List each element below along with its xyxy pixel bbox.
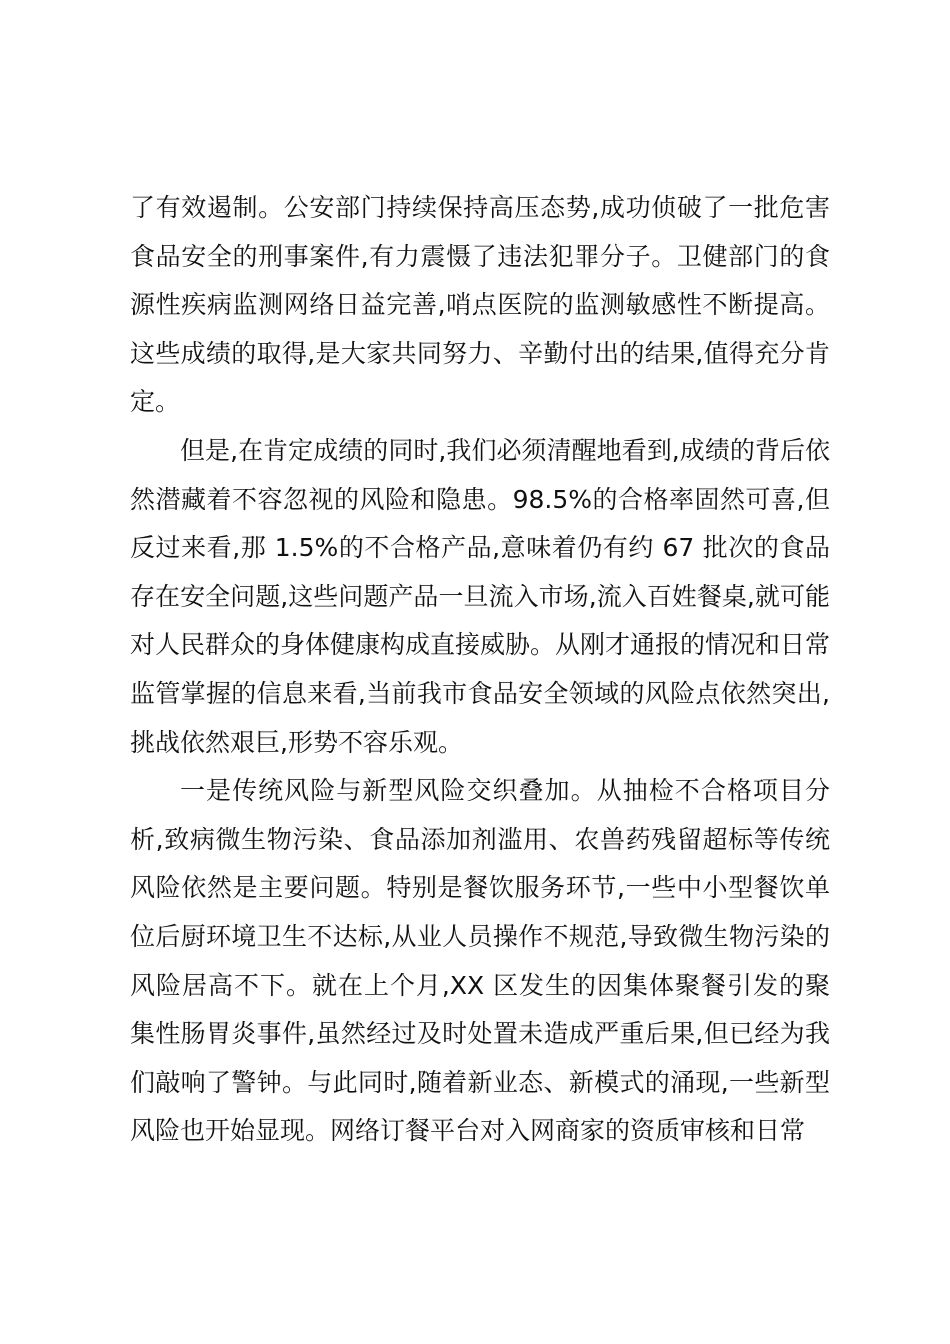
document-body — [130, 184, 830, 1156]
paragraph-continuation: 了有效遏制。公安部门持续保持高压态势,成功侦破了一批危害食品安全的刑事案件,有力震慑了违法犯罪分子。卫健部门的食源性疾病监测网络日益完善,哨点医院的监测敏感性不断提高。这些成绩的取得,是大家共同努力、辛勤付出的结果,值得充分肯定。 — [130, 193, 830, 417]
paragraph-traditional-new-risks: 一是传统风险与新型风险交织叠加。从抽检不合格项目分析,致病微生物污染、食品添加剂滥用、农兽药残留超标等传统风险依然是主要问题。特别是餐饮服务环节,一些中小型餐饮单位后厨环境卫生不达标,从业人员操作不规范,导致微生物污染的风险居高不下。就在上个月,XX 区发生的因集体聚餐引发的聚集性肠胃炎事件,虽然经过及时处置未造成严重后果,但已经为我们敲响了警钟。与此同时,随着新业态、新模式的涌现,一些新型风险也开始显现。网络订餐平台对入网商家的资质审核和日常 — [130, 776, 830, 1146]
paragraph-risk-warning: 但是,在肯定成绩的同时,我们必须清醒地看到,成绩的背后依然潜藏着不容忽视的风险和隐患。98.5%的合格率固然可喜,但反过来看,那 1.5%的不合格产品,意味着仍有约 67 批次的食品存在安全问题,这些问题产品一旦流入市场,流入百姓餐桌,就可能对人民群众的身体健康构成直接威胁。从刚才通报的情况和日常监管掌握的信息来看,当前我市食品安全领域的风险点依然突出,挑战依然艰巨,形势不容乐观。 — [130, 435, 831, 757]
